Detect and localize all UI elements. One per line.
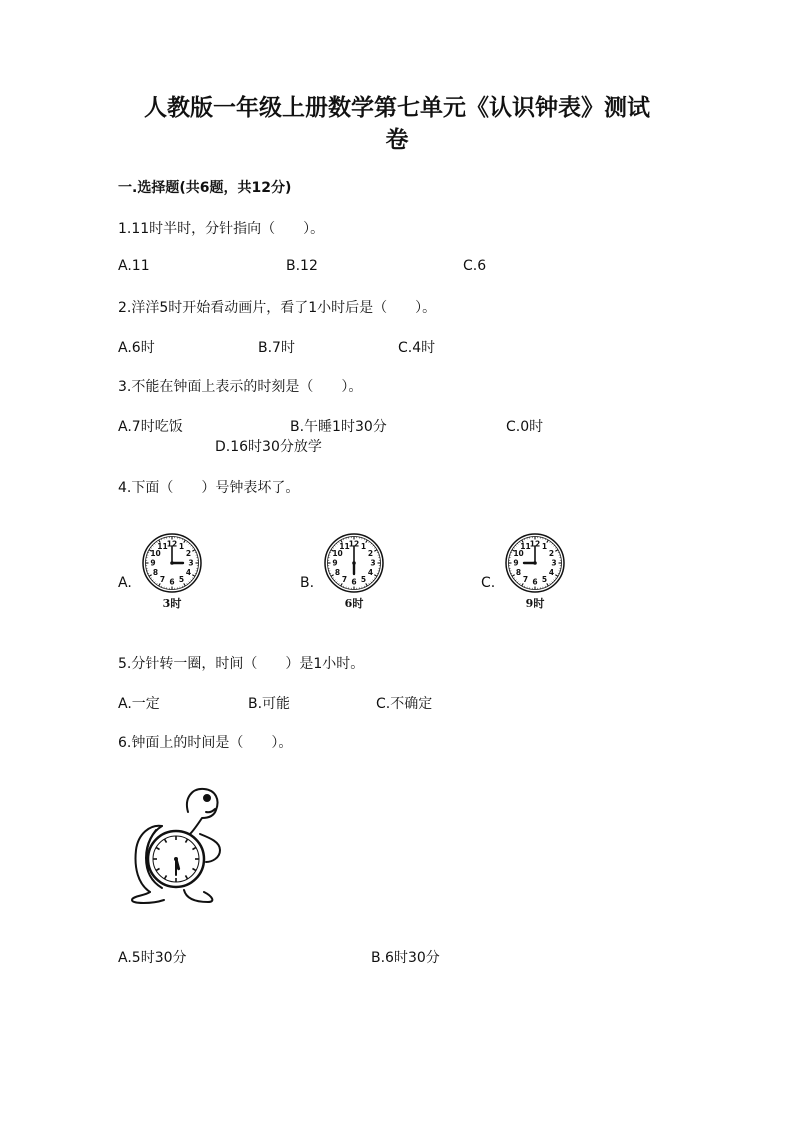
question-1: 1.11时半时，分针指向（ ）。 bbox=[118, 221, 325, 237]
question-5: 5.分针转一圈，时间（ ）是1小时。 bbox=[118, 656, 365, 672]
clock-numeral: 6 bbox=[351, 577, 357, 587]
clock-icon-c[interactable] bbox=[505, 533, 565, 593]
title-line-2: 卷 bbox=[385, 126, 409, 153]
clock-label-c: 9时 bbox=[525, 597, 545, 610]
q2-option-c[interactable]: C.4时 bbox=[398, 340, 436, 356]
clock-numeral: 4 bbox=[185, 568, 192, 578]
clock-numeral: 7 bbox=[522, 575, 529, 585]
q4-option-b[interactable]: B. bbox=[300, 575, 315, 591]
q5-option-b[interactable]: B.可能 bbox=[248, 696, 291, 712]
clock-label-a: 3时 bbox=[162, 597, 182, 610]
clock-numeral: 12 bbox=[529, 539, 541, 549]
clock-numeral: 9 bbox=[513, 558, 519, 568]
q6-option-a[interactable]: A.5时30分 bbox=[118, 950, 187, 966]
q3-option-c[interactable]: C.0时 bbox=[506, 419, 544, 435]
clock-numeral: 11 bbox=[339, 542, 350, 552]
clock-numeral: 4 bbox=[367, 568, 374, 578]
q5-option-c[interactable]: C.不确定 bbox=[376, 696, 433, 712]
question-2: 2.洋洋5时开始看动画片，看了1小时后是（ ）。 bbox=[118, 300, 437, 316]
turtle-clock-icon bbox=[128, 784, 228, 906]
section-heading: 一.选择题(共6题，共12分) bbox=[118, 180, 292, 196]
q4-option-a[interactable]: A. bbox=[118, 575, 132, 591]
clock-numeral: 10 bbox=[513, 549, 524, 559]
q3-option-b[interactable]: B.午睡1时30分 bbox=[290, 419, 387, 435]
clock-numeral: 10 bbox=[150, 549, 161, 559]
clock-numeral: 12 bbox=[348, 539, 360, 549]
clock-numeral: 12 bbox=[166, 539, 178, 549]
clock-numeral: 1 bbox=[541, 542, 548, 552]
q1-option-c[interactable]: C.6 bbox=[463, 258, 487, 274]
question-6: 6.钟面上的时间是（ ）。 bbox=[118, 735, 293, 751]
clock-numeral: 8 bbox=[334, 568, 341, 578]
clock-numeral: 10 bbox=[332, 549, 343, 559]
clock-label-b: 6时 bbox=[344, 597, 364, 610]
q2-option-b[interactable]: B.7时 bbox=[258, 340, 295, 356]
clock-numeral: 7 bbox=[341, 575, 348, 585]
question-3: 3.不能在钟面上表示的时刻是（ ）。 bbox=[118, 379, 363, 395]
clock-numeral: 9 bbox=[332, 558, 338, 568]
clock-numeral: 9 bbox=[150, 558, 156, 568]
clock-numeral: 11 bbox=[520, 542, 531, 552]
clock-numeral: 8 bbox=[515, 568, 522, 578]
clock-icon-b[interactable] bbox=[324, 533, 384, 593]
clock-numeral: 1 bbox=[360, 542, 367, 552]
clock-numeral: 6 bbox=[532, 577, 538, 587]
q6-option-b[interactable]: B.6时30分 bbox=[371, 950, 440, 966]
q5-option-a[interactable]: A.一定 bbox=[118, 696, 160, 712]
title-line-1: 人教版一年级上册数学第七单元《认识钟表》测试 bbox=[144, 94, 650, 121]
q3-option-d[interactable]: D.16时30分放学 bbox=[215, 439, 322, 455]
clock-numeral: 3 bbox=[370, 558, 376, 568]
q4-option-c[interactable]: C. bbox=[481, 575, 496, 591]
clock-numeral: 2 bbox=[367, 549, 374, 559]
clock-numeral: 5 bbox=[541, 575, 548, 585]
clock-numeral: 2 bbox=[185, 549, 192, 559]
clock-numeral: 11 bbox=[157, 542, 168, 552]
q3-option-a[interactable]: A.7时吃饭 bbox=[118, 419, 183, 435]
clock-numeral: 7 bbox=[159, 575, 166, 585]
clock-numeral: 5 bbox=[178, 575, 185, 585]
question-4: 4.下面（ ）号钟表坏了。 bbox=[118, 480, 300, 496]
clock-numeral: 5 bbox=[360, 575, 367, 585]
clock-numeral: 1 bbox=[178, 542, 185, 552]
clock-numeral: 4 bbox=[548, 568, 555, 578]
clock-numeral: 8 bbox=[152, 568, 159, 578]
clock-numeral: 2 bbox=[548, 549, 555, 559]
page-title bbox=[110, 92, 684, 156]
turtle-clock-face bbox=[148, 831, 204, 887]
clock-numeral: 6 bbox=[169, 577, 175, 587]
clock-numeral: 3 bbox=[188, 558, 194, 568]
clock-icon-a[interactable] bbox=[142, 533, 202, 593]
q1-option-a[interactable]: A.11 bbox=[118, 258, 150, 274]
q1-option-b[interactable]: B.12 bbox=[286, 258, 318, 274]
clock-numeral: 3 bbox=[551, 558, 557, 568]
q2-option-a[interactable]: A.6时 bbox=[118, 340, 155, 356]
